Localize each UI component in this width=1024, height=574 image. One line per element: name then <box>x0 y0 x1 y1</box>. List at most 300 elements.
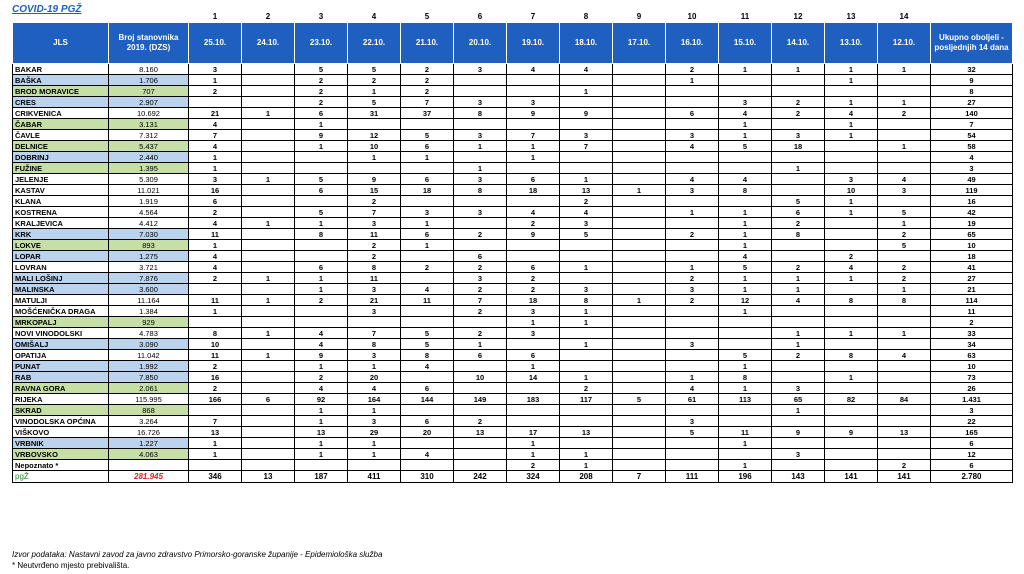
table-row <box>13 295 1013 306</box>
row-total-cell: 49 <box>931 174 1013 185</box>
case-count-cell <box>242 251 295 262</box>
case-count-cell <box>719 339 772 350</box>
row-total-cell: 26 <box>931 383 1013 394</box>
case-count-cell: 2 <box>454 262 507 273</box>
case-count-cell: 9 <box>295 130 348 141</box>
case-count-cell <box>613 97 666 108</box>
case-count-cell: 2 <box>189 383 242 394</box>
case-count-cell <box>613 372 666 383</box>
case-count-cell <box>295 152 348 163</box>
population-cell: 7.030 <box>109 229 189 240</box>
case-count-cell: 1 <box>719 218 772 229</box>
case-count-cell <box>295 306 348 317</box>
case-count-cell <box>878 416 931 427</box>
case-count-cell <box>666 350 719 361</box>
header-jls: JLS <box>13 23 109 64</box>
case-count-cell: 1 <box>666 207 719 218</box>
case-count-cell: 2 <box>454 416 507 427</box>
row-total-cell: 6 <box>931 438 1013 449</box>
table-row <box>13 394 1013 405</box>
case-count-cell: 4 <box>507 207 560 218</box>
case-count-cell <box>507 240 560 251</box>
case-count-cell <box>825 449 878 460</box>
case-count-cell <box>401 163 454 174</box>
case-count-cell: 2 <box>348 240 401 251</box>
case-count-cell <box>189 405 242 416</box>
row-total-cell: 42 <box>931 207 1013 218</box>
case-count-cell: 6 <box>401 141 454 152</box>
case-count-cell: 6 <box>401 416 454 427</box>
case-count-cell <box>878 449 931 460</box>
case-count-cell: 1 <box>719 207 772 218</box>
case-count-cell <box>242 185 295 196</box>
totals-cell: 7 <box>613 471 666 483</box>
case-count-cell <box>613 108 666 119</box>
table-row <box>13 273 1013 284</box>
table-row <box>13 361 1013 372</box>
case-count-cell <box>454 449 507 460</box>
case-count-cell <box>348 317 401 328</box>
column-number: 5 <box>424 12 430 21</box>
table-row <box>13 306 1013 317</box>
case-count-cell: 1 <box>507 141 560 152</box>
case-count-cell <box>878 383 931 394</box>
case-count-cell: 5 <box>719 350 772 361</box>
case-count-cell <box>719 163 772 174</box>
case-count-cell <box>825 218 878 229</box>
case-count-cell: 2 <box>295 372 348 383</box>
case-count-cell <box>825 163 878 174</box>
case-count-cell: 5 <box>878 207 931 218</box>
case-count-cell: 6 <box>401 383 454 394</box>
column-number-row <box>13 11 1013 23</box>
case-count-cell <box>613 383 666 394</box>
case-count-cell: 6 <box>507 174 560 185</box>
municipality-name: KRALJEVICA <box>13 218 109 229</box>
case-count-cell: 1 <box>507 361 560 372</box>
case-count-cell: 8 <box>825 295 878 306</box>
case-count-cell: 11 <box>189 229 242 240</box>
case-count-cell: 1 <box>507 317 560 328</box>
case-count-cell: 2 <box>189 86 242 97</box>
header-date: 16.10. <box>666 23 719 64</box>
table-row <box>13 350 1013 361</box>
case-count-cell: 4 <box>189 119 242 130</box>
case-count-cell <box>613 119 666 130</box>
case-count-cell <box>242 97 295 108</box>
case-count-cell: 1 <box>401 218 454 229</box>
case-count-cell: 3 <box>189 64 242 75</box>
population-cell: 7.850 <box>109 372 189 383</box>
case-count-cell: 1 <box>666 262 719 273</box>
grand-total-cell: 2.780 <box>931 471 1013 483</box>
case-count-cell <box>613 284 666 295</box>
municipality-name: BAKAR <box>13 64 109 75</box>
population-cell: 5.437 <box>109 141 189 152</box>
table-row <box>13 218 1013 229</box>
row-total-cell: 9 <box>931 75 1013 86</box>
case-count-cell: 1 <box>295 273 348 284</box>
case-count-cell <box>295 460 348 471</box>
population-cell: 2.061 <box>109 383 189 394</box>
case-count-cell: 1 <box>560 460 613 471</box>
covid-table <box>12 11 1013 483</box>
case-count-cell: 4 <box>189 141 242 152</box>
case-count-cell: 1 <box>348 86 401 97</box>
case-count-cell: 11 <box>348 273 401 284</box>
case-count-cell <box>878 196 931 207</box>
case-count-cell: 3 <box>666 416 719 427</box>
column-number: 11 <box>740 12 750 21</box>
case-count-cell <box>507 163 560 174</box>
row-total-cell: 8 <box>931 86 1013 97</box>
case-count-cell: 2 <box>507 273 560 284</box>
row-total-cell: 73 <box>931 372 1013 383</box>
municipality-name: VINODOLSKA OPĆINA <box>13 416 109 427</box>
case-count-cell <box>825 306 878 317</box>
case-count-cell: 4 <box>295 339 348 350</box>
case-count-cell: 1 <box>295 438 348 449</box>
case-count-cell: 4 <box>401 449 454 460</box>
case-count-cell: 3 <box>348 306 401 317</box>
case-count-cell: 4 <box>666 383 719 394</box>
case-count-cell <box>560 97 613 108</box>
row-total-cell: 11 <box>931 306 1013 317</box>
case-count-cell: 1 <box>772 405 825 416</box>
case-count-cell <box>348 119 401 130</box>
row-total-cell: 27 <box>931 97 1013 108</box>
case-count-cell <box>772 317 825 328</box>
case-count-cell: 1 <box>878 97 931 108</box>
case-count-cell: 18 <box>401 185 454 196</box>
table-row <box>13 207 1013 218</box>
case-count-cell: 1 <box>348 152 401 163</box>
case-count-cell <box>719 75 772 86</box>
case-count-cell: 1 <box>772 273 825 284</box>
population-cell: 1.992 <box>109 361 189 372</box>
totals-cell: 141 <box>878 471 931 483</box>
case-count-cell: 1 <box>825 196 878 207</box>
case-count-cell <box>242 152 295 163</box>
case-count-cell: 117 <box>560 394 613 405</box>
row-total-cell: 10 <box>931 240 1013 251</box>
case-count-cell <box>613 438 666 449</box>
row-total-cell: 3 <box>931 163 1013 174</box>
case-count-cell: 164 <box>348 394 401 405</box>
case-count-cell <box>878 119 931 130</box>
case-count-cell: 2 <box>348 251 401 262</box>
case-count-cell: 1 <box>242 350 295 361</box>
table-row <box>13 174 1013 185</box>
case-count-cell: 3 <box>560 218 613 229</box>
case-count-cell <box>666 218 719 229</box>
case-count-cell <box>719 317 772 328</box>
case-count-cell: 1 <box>295 449 348 460</box>
case-count-cell <box>613 152 666 163</box>
case-count-cell <box>560 273 613 284</box>
case-count-cell: 1 <box>401 152 454 163</box>
case-count-cell: 3 <box>825 174 878 185</box>
case-count-cell: 18 <box>772 141 825 152</box>
row-total-cell: 41 <box>931 262 1013 273</box>
case-count-cell <box>507 86 560 97</box>
case-count-cell <box>772 174 825 185</box>
municipality-name: MALI LOŠINJ <box>13 273 109 284</box>
case-count-cell: 9 <box>560 108 613 119</box>
population-cell: 10.692 <box>109 108 189 119</box>
case-count-cell <box>613 86 666 97</box>
case-count-cell: 2 <box>507 284 560 295</box>
municipality-name: KASTAV <box>13 185 109 196</box>
header-date: 15.10. <box>719 23 772 64</box>
row-total-cell: 32 <box>931 64 1013 75</box>
case-count-cell <box>348 460 401 471</box>
case-count-cell: 7 <box>560 141 613 152</box>
case-count-cell: 5 <box>295 174 348 185</box>
case-count-cell <box>613 163 666 174</box>
header-date: 23.10. <box>295 23 348 64</box>
case-count-cell: 1 <box>560 306 613 317</box>
case-count-cell: 8 <box>348 339 401 350</box>
population-cell <box>109 460 189 471</box>
case-count-cell: 1 <box>613 185 666 196</box>
case-count-cell <box>613 306 666 317</box>
case-count-cell <box>560 350 613 361</box>
case-count-cell: 9 <box>507 229 560 240</box>
case-count-cell <box>454 152 507 163</box>
case-count-cell: 4 <box>719 174 772 185</box>
case-count-cell <box>560 119 613 130</box>
case-count-cell: 20 <box>348 372 401 383</box>
case-count-cell: 1 <box>189 449 242 460</box>
case-count-cell: 21 <box>189 108 242 119</box>
case-count-cell <box>772 306 825 317</box>
case-count-cell: 31 <box>348 108 401 119</box>
case-count-cell: 2 <box>295 75 348 86</box>
case-count-cell: 13 <box>454 427 507 438</box>
case-count-cell <box>242 75 295 86</box>
case-count-cell <box>507 196 560 207</box>
case-count-cell: 1 <box>401 240 454 251</box>
case-count-cell <box>560 361 613 372</box>
municipality-name: RAB <box>13 372 109 383</box>
case-count-cell: 8 <box>825 350 878 361</box>
municipality-name: CRES <box>13 97 109 108</box>
row-total-cell: 10 <box>931 361 1013 372</box>
case-count-cell <box>825 229 878 240</box>
table-row <box>13 251 1013 262</box>
case-count-cell <box>189 97 242 108</box>
population-cell: 1.395 <box>109 163 189 174</box>
case-count-cell: 1 <box>878 218 931 229</box>
table-row <box>13 328 1013 339</box>
row-total-cell: 114 <box>931 295 1013 306</box>
case-count-cell: 29 <box>348 427 401 438</box>
totals-cell: 242 <box>454 471 507 483</box>
case-count-cell <box>772 372 825 383</box>
case-count-cell: 2 <box>878 108 931 119</box>
row-total-cell: 22 <box>931 416 1013 427</box>
header-row <box>13 23 1013 64</box>
case-count-cell: 2 <box>666 229 719 240</box>
column-number: 3 <box>318 12 324 21</box>
municipality-name: FUŽINE <box>13 163 109 174</box>
case-count-cell <box>878 251 931 262</box>
case-count-cell <box>878 339 931 350</box>
case-count-cell: 2 <box>772 262 825 273</box>
case-count-cell <box>666 317 719 328</box>
case-count-cell: 8 <box>454 185 507 196</box>
case-count-cell <box>454 405 507 416</box>
case-count-cell: 10 <box>189 339 242 350</box>
case-count-cell <box>772 240 825 251</box>
population-cell: 115.995 <box>109 394 189 405</box>
case-count-cell: 1 <box>825 119 878 130</box>
case-count-cell <box>189 460 242 471</box>
case-count-cell: 4 <box>401 361 454 372</box>
case-count-cell: 6 <box>454 350 507 361</box>
population-cell: 4.564 <box>109 207 189 218</box>
case-count-cell <box>719 328 772 339</box>
population-cell: 893 <box>109 240 189 251</box>
table-row <box>13 438 1013 449</box>
case-count-cell <box>613 449 666 460</box>
table-row <box>13 86 1013 97</box>
case-count-cell: 2 <box>666 295 719 306</box>
case-count-cell <box>613 75 666 86</box>
case-count-cell <box>560 416 613 427</box>
case-count-cell: 20 <box>401 427 454 438</box>
case-count-cell <box>507 405 560 416</box>
table-row <box>13 317 1013 328</box>
table-row <box>13 152 1013 163</box>
case-count-cell <box>613 240 666 251</box>
case-count-cell: 6 <box>507 262 560 273</box>
case-count-cell: 144 <box>401 394 454 405</box>
case-count-cell <box>560 152 613 163</box>
case-count-cell <box>878 130 931 141</box>
case-count-cell: 1 <box>825 97 878 108</box>
case-count-cell <box>242 163 295 174</box>
municipality-name: LOVRAN <box>13 262 109 273</box>
header-date: 14.10. <box>772 23 825 64</box>
row-total-cell: 19 <box>931 218 1013 229</box>
case-count-cell: 3 <box>772 449 825 460</box>
case-count-cell: 4 <box>825 262 878 273</box>
case-count-cell: 1 <box>348 438 401 449</box>
case-count-cell: 2 <box>666 64 719 75</box>
population-cell: 5.309 <box>109 174 189 185</box>
case-count-cell <box>295 240 348 251</box>
case-count-cell: 1 <box>825 130 878 141</box>
case-count-cell: 1 <box>878 328 931 339</box>
case-count-cell: 4 <box>666 141 719 152</box>
case-count-cell: 8 <box>454 108 507 119</box>
case-count-cell <box>825 438 878 449</box>
case-count-cell: 7 <box>507 130 560 141</box>
population-cell: 3.600 <box>109 284 189 295</box>
case-count-cell <box>613 141 666 152</box>
table-row <box>13 119 1013 130</box>
case-count-cell <box>242 317 295 328</box>
case-count-cell: 3 <box>348 218 401 229</box>
case-count-cell: 1 <box>719 273 772 284</box>
case-count-cell <box>613 405 666 416</box>
case-count-cell: 1 <box>825 273 878 284</box>
case-count-cell: 7 <box>348 328 401 339</box>
case-count-cell <box>666 460 719 471</box>
case-count-cell: 1 <box>454 163 507 174</box>
case-count-cell: 5 <box>772 196 825 207</box>
header-date: 13.10. <box>825 23 878 64</box>
case-count-cell: 2 <box>401 64 454 75</box>
case-count-cell: 7 <box>348 207 401 218</box>
case-count-cell <box>613 174 666 185</box>
case-count-cell <box>613 460 666 471</box>
case-count-cell: 5 <box>878 240 931 251</box>
case-count-cell: 2 <box>295 86 348 97</box>
case-count-cell: 1 <box>719 229 772 240</box>
case-count-cell <box>189 317 242 328</box>
population-cell: 3.721 <box>109 262 189 273</box>
case-count-cell: 6 <box>666 108 719 119</box>
case-count-cell <box>242 240 295 251</box>
case-count-cell: 113 <box>719 394 772 405</box>
case-count-cell <box>878 152 931 163</box>
footnote: * Neutvrđeno mjesto prebivališta. <box>12 561 130 570</box>
table-row <box>13 185 1013 196</box>
row-total-cell: 140 <box>931 108 1013 119</box>
case-count-cell: 1 <box>348 449 401 460</box>
header-date: 19.10. <box>507 23 560 64</box>
municipality-name: ČABAR <box>13 119 109 130</box>
case-count-cell <box>613 328 666 339</box>
case-count-cell: 4 <box>295 383 348 394</box>
case-count-cell: 1 <box>825 75 878 86</box>
case-count-cell: 4 <box>878 174 931 185</box>
case-count-cell: 1 <box>825 372 878 383</box>
row-total-cell: 54 <box>931 130 1013 141</box>
column-number: 2 <box>265 12 271 21</box>
case-count-cell: 3 <box>454 207 507 218</box>
header-total: Ukupno oboljeli - posljednjih 14 dana <box>931 23 1013 64</box>
case-count-cell <box>401 273 454 284</box>
case-count-cell: 166 <box>189 394 242 405</box>
population-cell: 7.312 <box>109 130 189 141</box>
case-count-cell <box>772 119 825 130</box>
case-count-cell: 6 <box>189 196 242 207</box>
case-count-cell: 6 <box>295 262 348 273</box>
municipality-name: VIŠKOVO <box>13 427 109 438</box>
row-total-cell: 3 <box>931 405 1013 416</box>
case-count-cell <box>507 383 560 394</box>
municipality-name: MALINSKA <box>13 284 109 295</box>
case-count-cell <box>401 372 454 383</box>
case-count-cell <box>825 361 878 372</box>
case-count-cell: 4 <box>825 108 878 119</box>
case-count-cell: 5 <box>401 328 454 339</box>
case-count-cell <box>401 405 454 416</box>
table-row <box>13 460 1013 471</box>
table-row <box>13 416 1013 427</box>
case-count-cell <box>772 416 825 427</box>
case-count-cell: 2 <box>189 361 242 372</box>
table-row <box>13 75 1013 86</box>
source-note: Izvor podataka: Nastavni zavod za javno zdravstvo Primorsko-goranske županije - Epidemiološka služba <box>12 550 383 559</box>
case-count-cell <box>878 372 931 383</box>
case-count-cell <box>401 306 454 317</box>
case-count-cell: 1 <box>666 372 719 383</box>
